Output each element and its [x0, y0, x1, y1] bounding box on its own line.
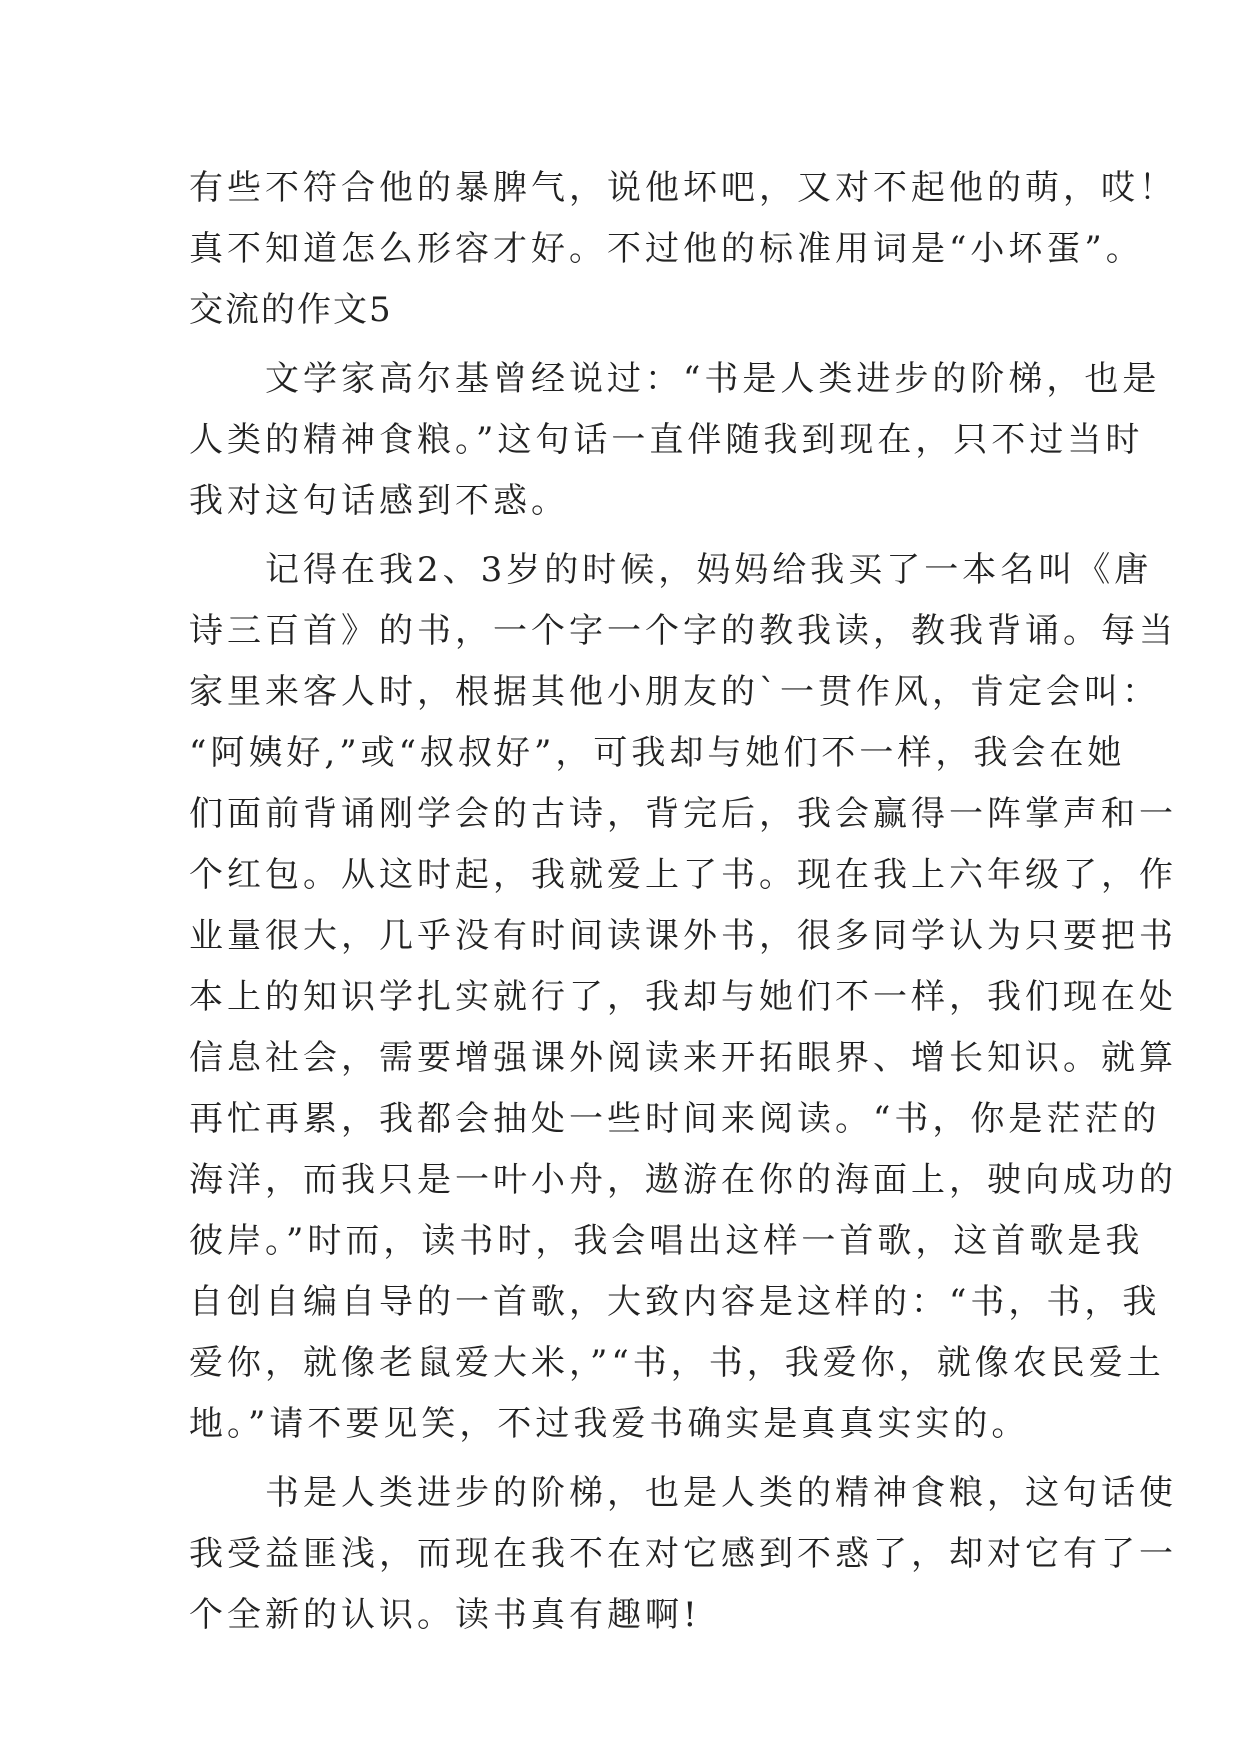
- paragraph-line: 业量很大，几乎没有时间读课外书，很多同学认为只要把书: [189, 916, 1177, 956]
- paragraph-line: 我对这句话感到不惑。: [189, 481, 569, 521]
- paragraph-line: 文学家高尔基曾经说过：“书是人类进步的阶梯，也是: [189, 359, 1161, 399]
- paragraph-1: [189, 349, 1161, 532]
- paragraph-line: 书是人类进步的阶梯，也是人类的精神食粮，这句话使: [189, 1473, 1177, 1513]
- document-body: [189, 158, 1177, 1646]
- paragraph-line: 自创自编自导的一首歌，大致内容是这样的：“书，书，我: [189, 1282, 1161, 1322]
- paragraph-line: 诗三百首》的书，一个字一个字的教我读，教我背诵。每当: [189, 611, 1177, 651]
- paragraph-line: 个全新的认识。读书真有趣啊!: [189, 1595, 701, 1635]
- paragraph-line: “阿姨好,”或“叔叔好”，可我却与她们不一样，我会在她: [189, 733, 1126, 773]
- intro-line: 真不知道怎么形容才好。不过他的标准用词是“小坏蛋”。: [189, 229, 1144, 269]
- paragraph-line: 爱你，就像老鼠爱大米，”“书，书，我爱你，就像农民爱土: [189, 1343, 1165, 1383]
- paragraph-line: 家里来客人时，根据其他小朋友的`一贯作风，肯定会叫：: [189, 672, 1160, 712]
- paragraph-3: [189, 1463, 1177, 1646]
- paragraph-line: 记得在我2、3岁的时候，妈妈给我买了一本名叫《唐: [189, 550, 1153, 590]
- section-title: 交流的作文5: [189, 290, 393, 330]
- paragraph-line: 本上的知识学扎实就行了，我却与她们不一样，我们现在处: [189, 977, 1177, 1017]
- paragraph-line: 海洋，而我只是一叶小舟，遨游在你的海面上，驶向成功的: [189, 1160, 1177, 1200]
- paragraph-line: 彼岸。”时而，读书时，我会唱出这样一首歌，这首歌是我: [189, 1221, 1144, 1261]
- paragraph-line: 们面前背诵刚学会的古诗，背完后，我会赢得一阵掌声和一: [189, 794, 1177, 834]
- paragraph-line: 我受益匪浅，而现在我不在对它感到不惑了，却对它有了一: [189, 1534, 1177, 1574]
- paragraph-2: [189, 540, 1177, 1455]
- paragraph-line: 人类的精神食粮。”这句话一直伴随我到现在，只不过当时: [189, 420, 1144, 460]
- paragraph-line: 再忙再累，我都会抽处一些时间来阅读。“书，你是茫茫的: [189, 1099, 1161, 1139]
- paragraph-line: 信息社会，需要增强课外阅读来开拓眼界、增长知识。就算: [189, 1038, 1177, 1078]
- intro-line: 有些不符合他的暴脾气，说他坏吧，又对不起他的萌，哎！: [189, 168, 1177, 208]
- paragraph-line: 地。”请不要见笑，不过我爱书确实是真真实实的。: [189, 1404, 1030, 1444]
- paragraph-line: 个红包。从这时起，我就爱上了书。现在我上六年级了，作: [189, 855, 1177, 895]
- intro-block: [189, 158, 1177, 280]
